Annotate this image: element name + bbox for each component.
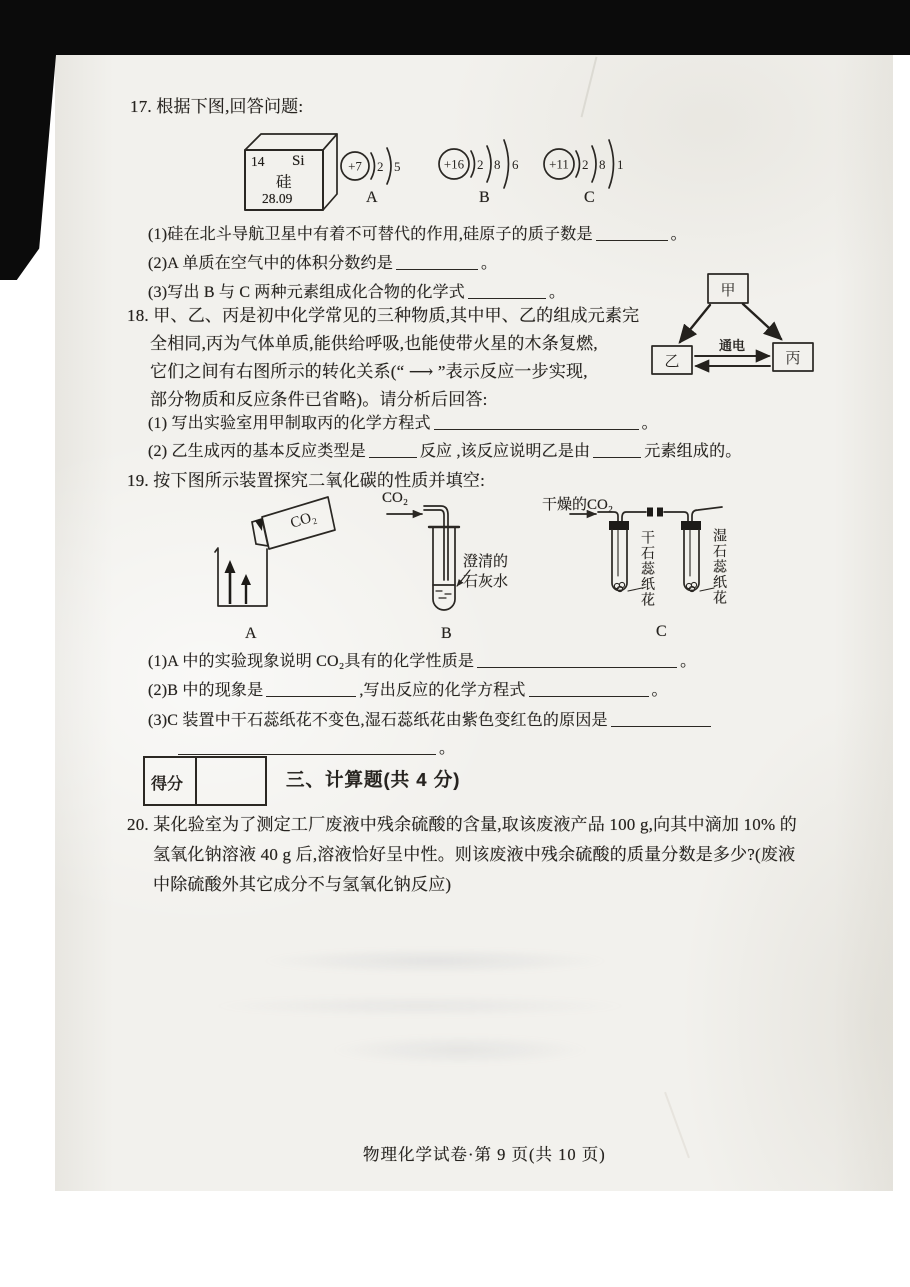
- q18-line2: 全相同,丙为气体单质,能供给呼吸,也能使带火星的木条复燃,: [150, 334, 598, 353]
- answer-blank: [266, 682, 356, 697]
- q20-line3: 中除硫酸外其它成分不与氢氧化钠反应): [153, 875, 452, 894]
- svg-text:2: 2: [377, 159, 384, 174]
- substance-bing: 丙: [785, 351, 801, 367]
- atom-structure-a: [338, 126, 438, 206]
- q19-sub3: (3)C 装置中干石蕊纸花不变色,湿石蕊纸花由紫色变红色的原因是: [148, 707, 714, 730]
- q19-sub3-continuation: 。: [175, 735, 455, 758]
- answer-blank: [434, 415, 639, 430]
- q17-sub1: (1)硅在北斗导航卫星中有着不可替代的作用,硅原子的质子数是 。: [148, 226, 687, 243]
- score-box: [143, 756, 267, 806]
- q19-title: 19. 按下图所示装置探究二氧化碳的性质并填空:: [127, 471, 486, 490]
- atom-b-caption: B: [479, 189, 490, 206]
- svg-text:2: 2: [582, 157, 589, 172]
- answer-blank: [477, 653, 677, 668]
- q20-line2: 氢氧化钠溶液 40 g 后,溶液恰好呈中性。则该废液中残余硫酸的质量分数是多少?(废液: [153, 845, 796, 864]
- apparatus-c-caption: C: [656, 623, 667, 640]
- score-box-divider: [195, 758, 197, 804]
- substance-jia: 甲: [720, 283, 736, 299]
- element-name: 硅: [276, 174, 292, 191]
- c-gas-label: 干燥的CO₂: [542, 497, 614, 513]
- q18-line4: 部分物质和反应条件已省略)。请分析后回答:: [150, 390, 488, 409]
- answer-blank: [369, 443, 417, 458]
- atomic-mass: 28.09: [262, 191, 293, 206]
- answer-blank: [611, 712, 711, 727]
- q17-title: 17. 根据下图,回答问题:: [130, 97, 304, 116]
- q19-sub2: (2)B 中的现象是 ,写出反应的化学方程式 。: [148, 682, 668, 699]
- scan-border-top: [0, 0, 910, 55]
- svg-text:6: 6: [512, 157, 519, 172]
- svg-text:1: 1: [617, 157, 624, 172]
- answer-blank: [468, 284, 546, 299]
- answer-blank: [178, 740, 436, 755]
- nucleus-charge-b: +16: [443, 156, 465, 172]
- element-symbol: Si: [292, 153, 305, 169]
- atom-c-caption: C: [584, 189, 595, 206]
- electrolysis-label: 通电: [718, 338, 746, 353]
- atomic-number: 14: [251, 154, 265, 169]
- q18-conversion-diagram: [646, 266, 824, 382]
- silicon-element-cell: [239, 128, 349, 214]
- svg-text:8: 8: [494, 157, 501, 172]
- score-label: 得分: [151, 776, 184, 793]
- element-cell-drawing: [239, 128, 349, 214]
- nucleus-charge-a: +7: [348, 158, 362, 174]
- q17-sub3: (3)写出 B 与 C 两种元素组成化合物的化学式 。: [148, 284, 566, 301]
- apparatus-a-drawing: [195, 486, 365, 626]
- atom-structure-b: [437, 124, 547, 206]
- atom-a-caption: A: [366, 189, 378, 206]
- dry-litmus-flower-label: 干石蕊纸花: [639, 530, 654, 608]
- q19-apparatus-figure: [190, 486, 780, 651]
- svg-text:2: 2: [477, 157, 484, 172]
- q18-sub2: (2) 乙生成丙的基本反应类型是 反应 ,该反应说明乙是由 元素组成的。: [148, 443, 742, 460]
- section3-title: 三、计算题(共 4 分): [286, 769, 461, 790]
- q18-line1: 18. 甲、乙、丙是初中化学常见的三种物质,其中甲、乙的组成元素完: [127, 306, 640, 325]
- nucleus-charge-c: +11: [549, 156, 569, 172]
- apparatus-a-caption: A: [245, 625, 257, 642]
- q17-sub2: (2)A 单质在空气中的体积分数约是 。: [148, 255, 498, 272]
- answer-blank: [596, 226, 668, 241]
- answer-blank: [529, 682, 649, 697]
- co2-bottle-label: CO₂: [288, 508, 319, 532]
- atom-structure-c: [542, 124, 652, 206]
- b-gas-label: CO₂: [382, 490, 409, 506]
- svg-text:5: 5: [394, 159, 401, 174]
- limewater-note-line1: 澄清的: [463, 554, 509, 570]
- q19-sub1: (1)A 中的实验现象说明 CO₂具有的化学性质是 。: [148, 653, 697, 670]
- answer-blank: [396, 255, 478, 270]
- substance-yi: 乙: [664, 354, 680, 370]
- limewater-note-line2: 石灰水: [463, 574, 509, 590]
- apparatus-b-caption: B: [441, 625, 452, 642]
- q18-line3: 它们之间有右图所示的转化关系(“ ⟶ ”表示反应一步实现,: [150, 362, 588, 381]
- answer-blank: [593, 443, 641, 458]
- svg-text:8: 8: [599, 157, 606, 172]
- q20-line1: 20. 某化验室为了测定工厂废液中残余硫酸的含量,取该废液产品 100 g,向其中滴加 10% 的: [127, 815, 797, 834]
- scan-border-left: [0, 55, 56, 280]
- wet-litmus-flower-label: 湿石蕊纸花: [711, 528, 726, 606]
- page-footer: 物理化学试卷·第 9 页(共 10 页): [363, 1145, 606, 1164]
- q18-sub1: (1) 写出实验室用甲制取丙的化学方程式 。: [148, 415, 658, 432]
